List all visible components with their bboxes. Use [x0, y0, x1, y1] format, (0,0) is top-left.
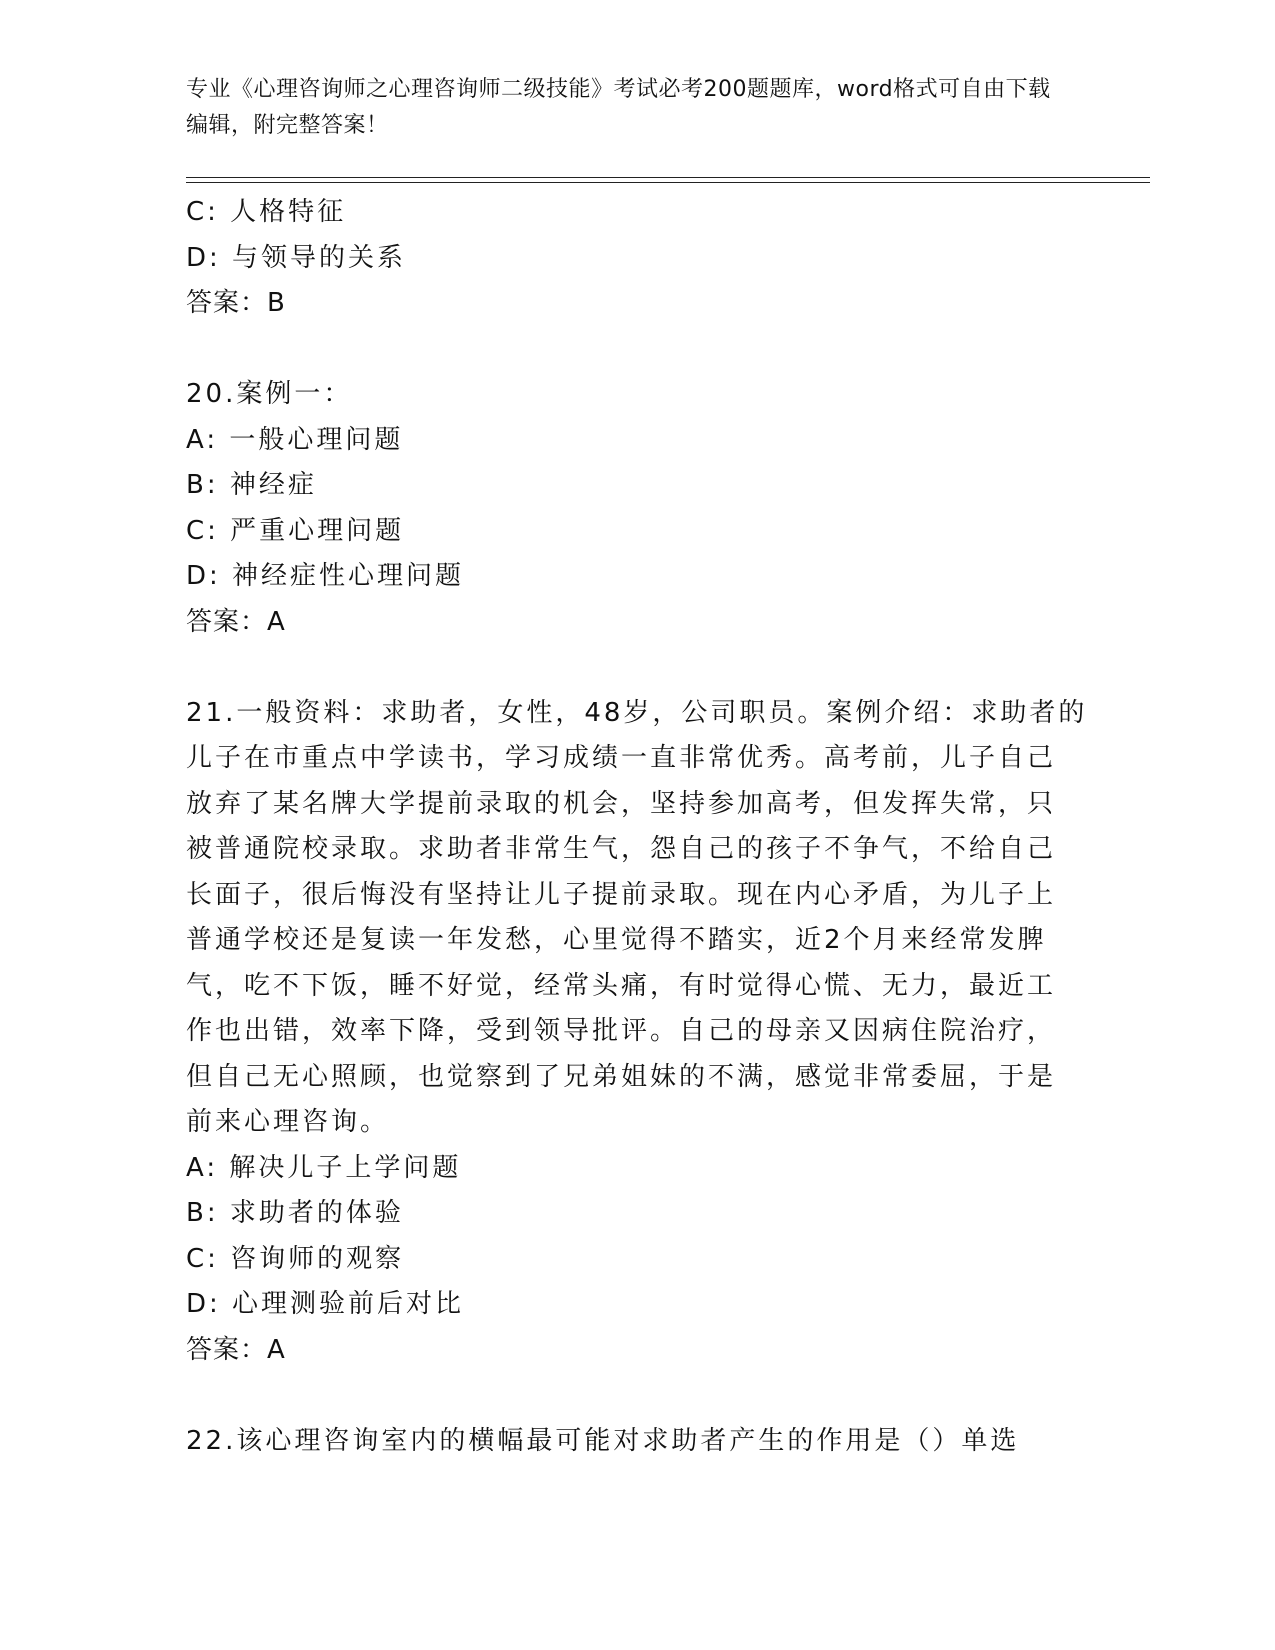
page-header: 专业《心理咨询师之心理咨询师二级技能》考试必考200题题库，word格式可自由下载编辑，附完整答案！ [186, 77, 1051, 138]
question-text-line: 气，吃不下饭，睡不好觉，经常头痛，有时觉得心慌、无力，最近工 [186, 970, 1057, 1001]
option-d: D: 心理测验前后对比 [186, 1289, 465, 1319]
answer: 答案：A [186, 606, 286, 637]
question-block-22 [186, 1419, 1086, 1465]
spacer [186, 645, 1086, 691]
option-c: C: 严重心理问题 [186, 515, 405, 546]
question-text-line: 儿子在市重点中学读书，学习成绩一直非常优秀。高考前，儿子自己 [186, 743, 1057, 773]
option-d: D: 与领导的关系 [186, 242, 407, 273]
option-a: A: 一般心理问题 [186, 424, 404, 455]
option-a: A: 解决儿子上学问题 [186, 1152, 462, 1183]
option-c: C: 咨询师的观察 [186, 1243, 405, 1274]
option-b: B: 求助者的体验 [186, 1198, 404, 1228]
question-block-19 [186, 190, 1086, 327]
question-block-21 [186, 691, 1086, 1374]
header-divider-bottom [186, 182, 1150, 183]
question-text-line: 前来心理咨询。 [186, 1107, 390, 1137]
question-text-line: 作也出错，效率下降，受到领导批评。自己的母亲又因病住院治疗， [186, 1016, 1057, 1046]
option-c: C: 人格特征 [186, 197, 347, 227]
question-text-line: 放弃了某名牌大学提前录取的机会，坚持参加高考，但发挥失常，只 [186, 788, 1057, 819]
question-title: 22.该心理咨询室内的横幅最可能对求助者产生的作用是（）单选 [186, 1425, 1020, 1456]
question-content [186, 190, 1086, 1464]
answer: 答案：B [186, 288, 286, 318]
question-text-line: 但自己无心照顾，也觉察到了兄弟姐妹的不满，感觉非常委屈，于是 [186, 1061, 1057, 1092]
question-text-line: 普通学校还是复读一年发愁，心里觉得不踏实，近2个月来经常发脾 [186, 925, 1047, 955]
spacer [186, 1373, 1086, 1419]
spacer [186, 327, 1086, 373]
header-divider-top [186, 177, 1150, 178]
answer: 答案：A [186, 1334, 286, 1365]
question-text-line: 被普通院校录取。求助者非常生气，怨自己的孩子不争气，不给自己 [186, 834, 1057, 864]
question-block-20 [186, 372, 1086, 645]
question-title: 20.案例一： [186, 379, 353, 409]
question-text-line: 长面子，很后悔没有坚持让儿子提前录取。现在内心矛盾，为儿子上 [186, 879, 1057, 910]
question-text-line: 21.一般资料：求助者，女性，48岁，公司职员。案例介绍：求助者的 [186, 697, 1088, 728]
option-b: B: 神经症 [186, 470, 317, 500]
option-d: D: 神经症性心理问题 [186, 561, 465, 591]
